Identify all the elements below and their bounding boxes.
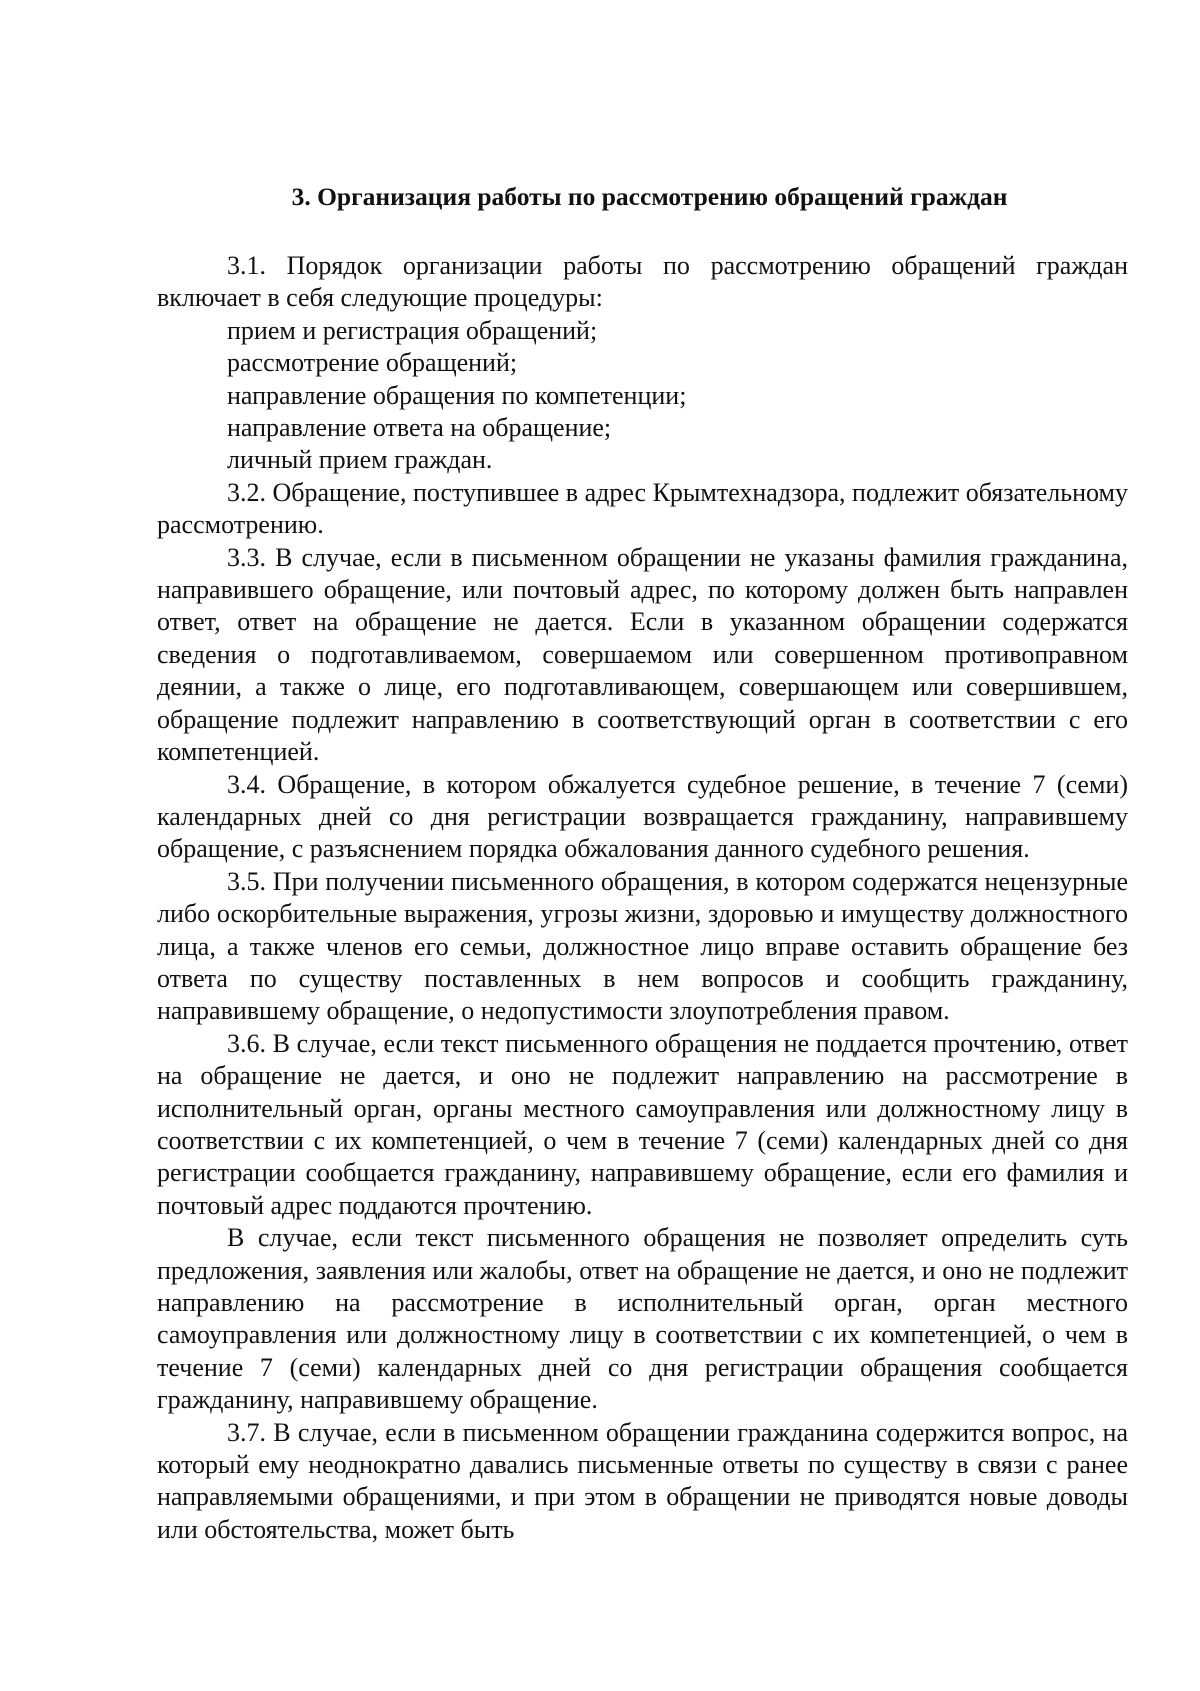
paragraph-3-5: 3.5. При получении письменного обращения, в котором содержатся нецензурные либо оскорбительные выражения, угрозы жизни, здоровью и имуществу должностного лица, а также членов его семьи, должностное лицо вправе оставить обращение без ответа по существу поставленных в нем вопросов и сообщить гражданину, направившему обращение, о недопустимости злоупотребления правом. — [157, 866, 1128, 1026]
procedure-item: направление обращения по компетенции; — [227, 380, 687, 410]
procedure-item: направление ответа на обращение; — [227, 413, 612, 443]
procedure-item: личный прием граждан. — [227, 445, 493, 475]
paragraph-3-1: 3.1. Порядок организации работы по рассмотрению обращений граждан включает в себя следующие процедуры: — [157, 251, 1128, 313]
paragraph-3-2: 3.2. Обращение, поступившее в адрес Крымтехнадзора, подлежит обязательному рассмотрению. — [157, 477, 1128, 540]
paragraph-3-3: 3.3. В случае, если в письменном обращении не указаны фамилия гражданина, направившего обращение, или почтовый адрес, по которому должен быть направлен ответ, ответ на обращение не дается. Если в указанном обращении содержатся сведения о подготавливаемом, совершаемом или совершенном противоправном деянии, а также о лице, его подготавливающем, совершающем или совершившем, обращение подлежит направлению в соответствующий орган в соответствии с его компетенцией. — [157, 542, 1128, 767]
procedure-item: прием и регистрация обращений; — [227, 315, 598, 345]
paragraph-3-4: 3.4. Обращение, в котором обжалуется судебное решение, в течение 7 (семи) календарных дней со дня регистрации возвращается гражданину, направившему обращение, с разъяснением порядка обжалования данного судебного решения. — [157, 769, 1128, 864]
procedure-list — [157, 315, 1128, 477]
procedure-item: рассмотрение обращений; — [227, 348, 518, 378]
paragraph-3-7: 3.7. В случае, если в письменном обращении гражданина содержится вопрос, на который ему неоднократно давались письменные ответы по существу в связи с ранее направляемыми обращениями, и при этом в обращении не приводятся новые доводы или обстоятельства, может быть — [157, 1417, 1128, 1544]
paragraph-3-6: 3.6. В случае, если текст письменного обращения не поддается прочтению, ответ на обращение не дается, и оно не подлежит направлению на рассмотрение в исполнительный орган, органы местного самоуправления или должностному лицу в соответствии с их компетенцией, о чем в течение 7 (семи) календарных дней со дня регистрации сообщается гражданину, направившему обращение, если его фамилия и почтовый адрес поддаются прочтению. — [157, 1028, 1128, 1220]
paragraph-3-6-continued: В случае, если текст письменного обращения не позволяет определить суть предложения, заявления или жалобы, ответ на обращение не дается, и оно не подлежит направлению на рассмотрение в исполнительный орган, орган местного самоуправления или должностному лицу в соответствии с их компетенцией, о чем в течение 7 (семи) календарных дней со дня регистрации обращения сообщается гражданину, направившему обращение. — [157, 1223, 1128, 1415]
section-heading: 3. Организация работы по рассмотрению обращений граждан — [291, 182, 1008, 211]
